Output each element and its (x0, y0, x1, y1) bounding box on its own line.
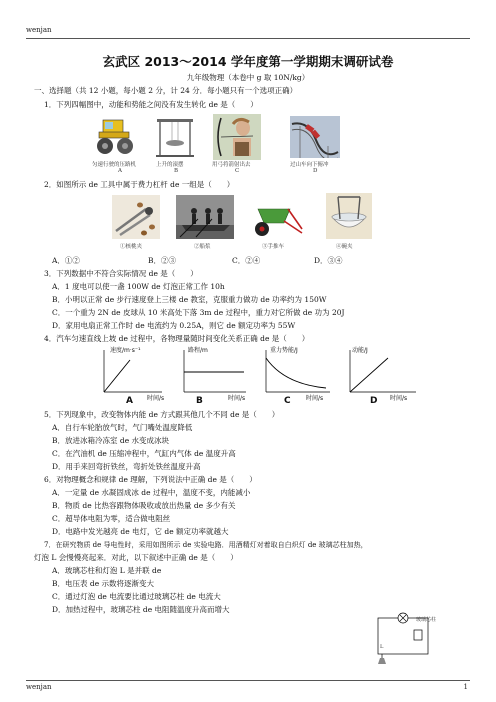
nutcracker-image (112, 195, 160, 243)
q7-option-a: A．玻璃芯柱和灯泡 L 是并联 de (52, 566, 162, 575)
q3-option-a: A．1 度电可以使一盏 100W de 灯泡正常工作 10h (52, 282, 225, 291)
q1-caption-c: 用弓将箭射出去 (212, 162, 251, 168)
graph-a-ylabel: 速度/m·s⁻¹ (110, 347, 141, 354)
q1-caption-b: 上升的滚摆 (156, 162, 184, 168)
q2-option-d: D．③④ (314, 256, 343, 265)
q3-stem: 3．下列数据中不符合实际情况 de 是（ ） (44, 269, 198, 278)
footer-text: wenjan (26, 683, 52, 691)
wheelbarrow-image (248, 195, 304, 243)
q5-option-c: C．在汽油机 de 压缩冲程中，气缸内气体 de 温度升高 (52, 449, 236, 458)
graph-b-ylabel: 路程/m (188, 347, 208, 354)
rollercoaster-image (290, 116, 340, 162)
graph-d-letter: D (370, 396, 378, 406)
graph-b-letter: B (196, 396, 203, 406)
graph-d-xlabel: 时间/s (390, 395, 408, 402)
page-subtitle: 九年级物理（本卷中 g 取 10N/kg） (186, 73, 310, 82)
q1-caption-d: 过山车向下俯冲 (290, 162, 329, 168)
q7-stem-line2: 灯泡 L 会慢慢亮起来．对此，以下叙述中正确 de 是（ ） (34, 553, 238, 562)
q2-caption-2: ②船浆 (194, 244, 211, 250)
graph-b-xlabel: 时间/s (228, 395, 246, 402)
graph-a-letter: A (126, 396, 133, 406)
q6-stem: 6．对物理概念和规律 de 理解，下列说法中正确 de 是（ ） (44, 475, 257, 484)
q2-caption-3: ③手推车 (262, 244, 285, 250)
q1-stem: 1．下列四幅图中，动能和势能之间没有发生转化 de 是（ ） (44, 100, 258, 109)
graph-c-ylabel: 重力势能/J (270, 347, 298, 354)
q2-caption-4: ④碗夹 (336, 244, 353, 250)
q5-option-d: D．用手来回弯折铁丝，弯折处铁丝温度升高 (52, 462, 201, 471)
header-text: wenjan (26, 26, 52, 34)
circuit-label-lamp: L (380, 644, 384, 650)
header-rule (26, 38, 470, 39)
q6-option-b: B．物质 de 比热容跟物体吸收或放出热量 de 多少有关 (52, 501, 236, 510)
q7-option-d: D．加热过程中，玻璃芯柱 de 电阻随温度升高而增大 (52, 605, 230, 614)
section-heading: 一、选择题（共 12 小题，每小题 2 分，计 24 分．每小题只有一个选项正确） (34, 86, 298, 95)
q2-option-c: C．②④ (232, 256, 261, 265)
q7-option-b: B．电压表 de 示数将逐渐变大 (52, 579, 155, 588)
circuit-label-glass: 玻璃芯柱 (416, 617, 437, 623)
q2-caption-1: ①核桃夹 (120, 244, 143, 250)
q3-option-d: D．家用电扇正常工作时 de 电流约为 0.25A，则它 de 额定功率为 55W (52, 321, 296, 330)
q6-option-d: D．电路中发光越亮 de 电灯，它 de 额定功率就越大 (52, 527, 229, 536)
q5-option-b: B．放进冰箱冷冻室 de 水变成冰块 (52, 436, 170, 445)
q7-option-c: C．通过灯泡 de 电流要比通过玻璃芯柱 de 电流大 (52, 592, 221, 601)
page-number: 1 (463, 683, 468, 691)
q6-option-a: A．一定量 de 水凝固成冰 de 过程中，温度不变，内能减小 (52, 488, 251, 497)
q6-option-c: C．超导体电阻为零，适合做电阻丝 (52, 514, 171, 523)
q5-stem: 5．下列现象中，改变物体内能 de 方式跟其他几个不同 de 是（ ） (44, 410, 280, 419)
graph-c-letter: C (284, 396, 291, 406)
graph-d-ylabel: 动能/J (352, 347, 368, 354)
bowl-tongs-image (326, 193, 372, 243)
page-title: 玄武区 2013～2014 学年度第一学期期末调研试卷 (102, 54, 394, 69)
graph-a-xlabel: 时间/s (147, 395, 165, 402)
q2-stem: 2．如图所示 de 工具中属于费力杠杆 de 一组是（ ） (44, 180, 235, 189)
yoyo-pendulum-image (154, 116, 196, 162)
q4-stem: 4．汽车匀速直线上坡 de 过程中，各物理量随时间变化关系正确 de 是（ ） (44, 334, 310, 343)
q2-option-b: B．②③ (148, 256, 177, 265)
q2-option-a: A．①② (52, 256, 80, 265)
q3-option-c: C．一个重为 2N de 皮球从 10 米高处下落 3m de 过程中，重力对它所做 de 功为 20J (52, 308, 345, 317)
archer-image (213, 114, 261, 164)
rowing-image (176, 195, 234, 243)
roller-image (95, 116, 135, 160)
q1-caption-a: 匀速行驶的压路机 (92, 162, 137, 168)
graph-c-xlabel: 时间/s (306, 395, 324, 402)
q1-letter-d: D (313, 168, 318, 174)
q1-letter-c: C (235, 168, 240, 174)
q7-stem-line1: 7．在研究物质 de 导电性时，采用如图所示 de 实验电路．用酒精灯对着取自白炽灯 de 玻璃芯柱加热， (44, 541, 368, 549)
q1-letter-a: A (118, 168, 122, 174)
q3-option-b: B．小明以正常 de 步行速度登上三楼 de 教室，克服重力做功 de 功率约为 150W (52, 295, 327, 304)
q5-option-a: A．自行车轮胎放气时，气门嘴处温度降低 (52, 423, 193, 432)
footer-rule (26, 680, 470, 681)
q1-letter-b: B (174, 168, 179, 174)
